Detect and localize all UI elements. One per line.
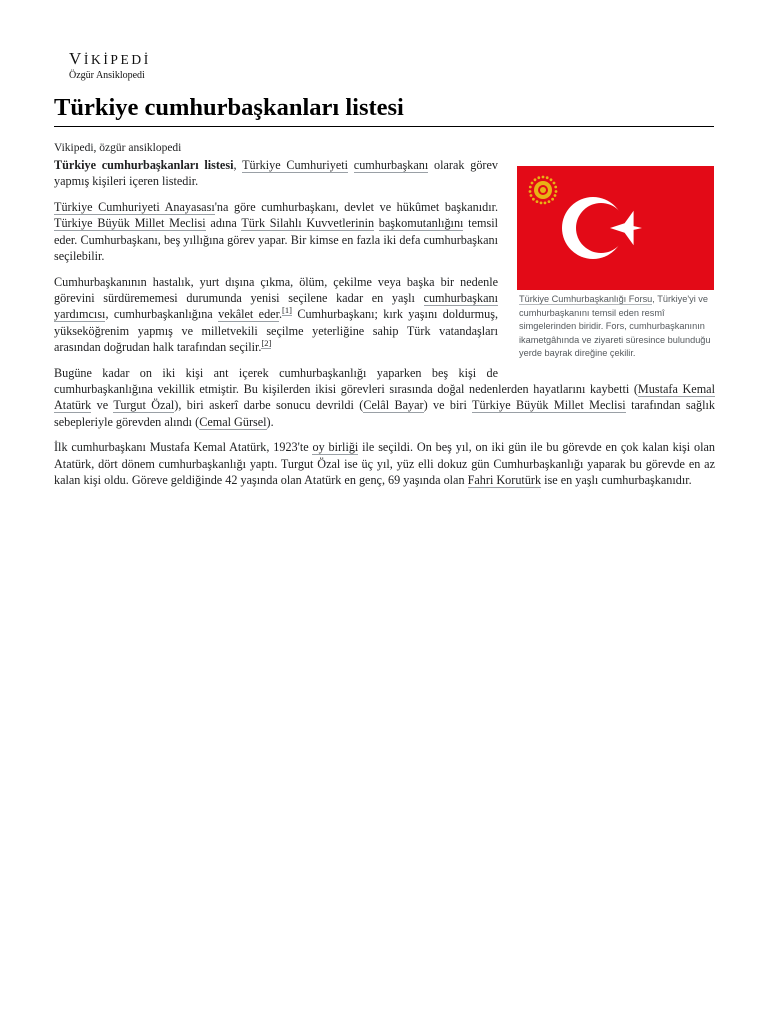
link-baskomutanlik[interactable]: başkomutanlığını — [378, 216, 464, 231]
text-run: , — [233, 158, 243, 172]
text-run: Cumhurbaşkanının hastalık, yurt dışına çıkma, ölüm, çekilme veya başka bir nedenle görevini sürdürememesi durumunda yenisi seçilene kadar en yaşlı — [54, 274, 498, 306]
reference-1 — [282, 305, 292, 316]
text-run: temsil eder. Cumhurbaşkanı, beş yıllığına görev yapar. Bir kimse en fazla iki defa cumhurbaşkanı seçilebilir. — [54, 216, 498, 263]
text-run: İlk cumhurbaşkanı Mustafa Kemal Atatürk, 1923'te — [54, 440, 313, 455]
text-run: adına — [205, 216, 242, 231]
paragraph-records — [54, 439, 715, 488]
text-run: ) ve biri — [423, 398, 473, 413]
link-cumhurbaskani[interactable]: cumhurbaşkanı — [353, 158, 429, 172]
link-oy-birligi[interactable]: oy birliği — [312, 440, 359, 455]
text-run: olarak görev yapmış kişileri içeren listedir. — [54, 158, 498, 189]
text-run: , cumhurbaşkanlığına — [105, 307, 219, 322]
paragraph-history — [54, 365, 715, 430]
link-turgut-ozal[interactable]: Turgut Özal — [113, 398, 175, 413]
link-fahri-koruturk[interactable]: Fahri Korutürk — [467, 473, 542, 488]
lead-bold-title: Türkiye cumhurbaşkanları listesi — [54, 158, 234, 172]
text-run: ), biri askerî darbe sonucu devrildi ( — [174, 398, 364, 413]
caption-text: , Türkiye'yi ve cumhurbaşkanını temsil eden resmî simgelerinden biridir. Fors, cumhurbaşkanının ikametgâhında ve ziyareti süresince bulunduğu yerde bayrak direğine çekilir. — [519, 294, 711, 359]
text-run: ise en yaşlı cumhurbaşkanıdır. — [541, 473, 692, 488]
text-run — [348, 158, 354, 172]
ref-link-1[interactable]: [1] — [282, 305, 292, 316]
page-title: Türkiye cumhurbaşkanları listesi — [54, 92, 714, 127]
text-run: tarafından sağlık sebepleriyle görevden alındı ( — [54, 398, 715, 429]
ref-link-2[interactable]: [2] — [261, 337, 272, 348]
link-tbmm-2[interactable]: Türkiye Büyük Millet Meclisi — [472, 398, 626, 413]
infobox — [517, 166, 717, 361]
link-vekalet[interactable]: vekâlet eder — [218, 307, 279, 322]
from-line: Vikipedi, özgür ansiklopedi — [54, 142, 182, 154]
logo-tagline: Özgür Ansiklopedi — [69, 70, 145, 81]
article-body — [54, 157, 715, 498]
logo-wordmark: VİKİPEDİ — [69, 49, 151, 68]
link-anayasa[interactable]: Türkiye Cumhuriyeti Anayasası — [54, 200, 215, 215]
link-tbmm[interactable]: Türkiye Büyük Millet Meclisi — [54, 216, 206, 231]
text-run: ve — [91, 398, 114, 413]
reference-2 — [261, 338, 271, 349]
text-run: Bugüne kadar on iki kişi ant içerek cumhurbaşkanlığı yaparken beş kişi de cumhurbaşkanlığına vekillik etmiştir. Bu kişilerden ikisi görevleri sırasında doğal nedenlerden hayatlarını kaybetti ( — [54, 365, 638, 397]
presidential-flag-image[interactable] — [517, 166, 714, 290]
infobox-caption — [517, 293, 717, 361]
text-run: ). — [266, 414, 274, 429]
text-run: Cumhurbaşkanı; kırk yaşını doldurmuş, yükseköğrenim yapmış ve milletvekili seçilme yeterliğine sahip Türk vatandaşları arasından doğrudan halk tarafından seçilir. — [54, 307, 498, 354]
link-tsk[interactable]: Türk Silahlı Kuvvetlerinin — [241, 216, 375, 231]
caption-link-forsu[interactable]: Türkiye Cumhurbaşkanlığı Forsu — [519, 294, 653, 304]
text-run: ile seçildi. On beş yıl, on iki gün ile bu görevde en çok kalan kişi olan Atatürk, dört dönem cumhurbaşkanlığı yaptı. Turgut Özal ise üç yıl, yüz elli dokuz gün Cumhurbaşkanlığı yaparak bu görevde en az kalan kişi oldu. Göreve geldiğinde 42 yaşında olan Atatürk en genç, 69 yaşında olan — [54, 440, 716, 488]
text-run: 'na göre cumhurbaşkanı, devlet ve hükûmet başkanıdır. — [214, 200, 499, 215]
site-logo[interactable] — [69, 49, 151, 82]
text-run: . — [278, 307, 283, 322]
link-turkiye-cumhuriyeti[interactable]: Türkiye Cumhuriyeti — [242, 158, 349, 172]
link-cemal-gursel[interactable]: Cemal Gürsel — [199, 414, 267, 429]
link-ataturk[interactable]: Mustafa Kemal Atatürk — [54, 382, 715, 413]
link-celal-bayar[interactable]: Celâl Bayar — [363, 398, 424, 413]
link-cumhurbaskani-yardimcisi[interactable]: cumhurbaşkanı yardımcısı — [54, 291, 498, 322]
